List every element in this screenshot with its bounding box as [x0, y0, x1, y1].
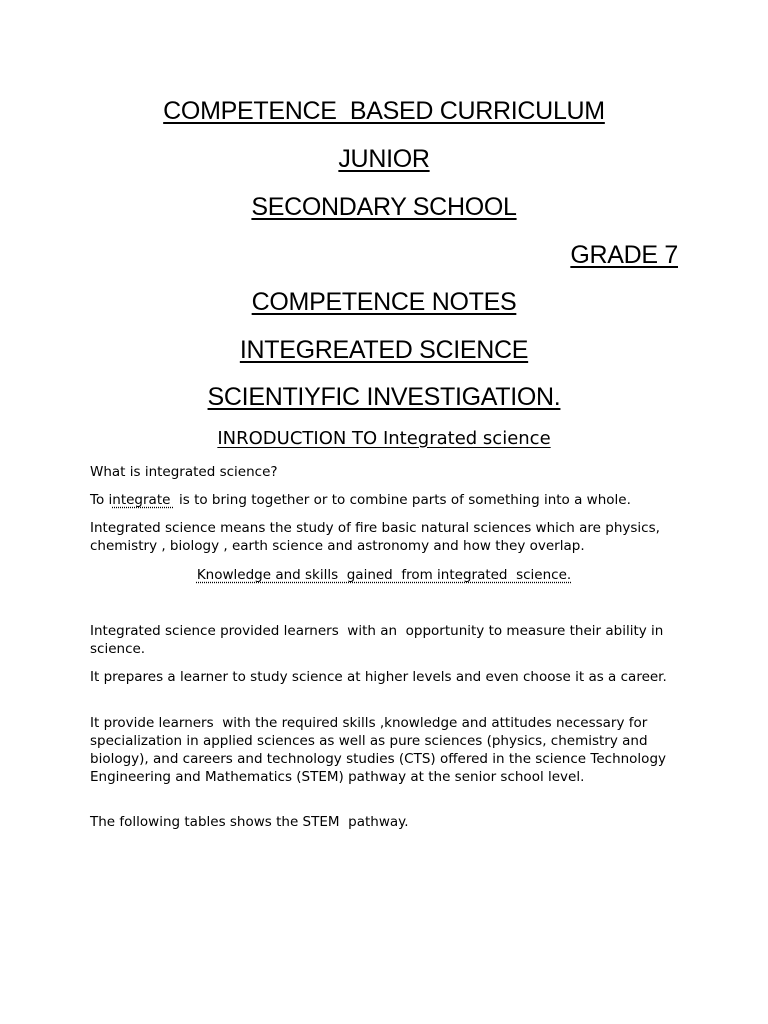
- question-paragraph: What is integrated science?: [90, 464, 278, 480]
- definition-paragraph: Integrated science means the study of fire basic natural sciences which are physics, chemistry , biology , earth science and astronomy and how they overlap.: [90, 520, 665, 554]
- heading-competence-notes: COMPETENCE NOTES: [251, 288, 517, 316]
- heading-integrated-science: INTEGREATED SCIENCE: [239, 336, 529, 364]
- point-paragraph-2: It prepares a learner to study science at higher levels and even choose it as a career.: [90, 669, 667, 685]
- heading-curriculum: COMPETENCE BASED CURRICULUM: [163, 97, 605, 125]
- heading-scientific-investigation: SCIENTIYFIC INVESTIGATION.: [207, 383, 561, 411]
- heading-junior: JUNIOR: [338, 145, 430, 173]
- integrate-paragraph: [90, 491, 682, 509]
- heading-secondary-school: SECONDARY SCHOOL: [251, 193, 517, 221]
- point-paragraph-3: It provide learners with the required skills ,knowledge and attitudes necessary for specialization in applied sciences as well as pure sciences (physics, chemistry and biology), and careers and technology studies (CTS) offered in the science Technology Engineering and Mathematics (STEM) pathway at the senior school level.: [90, 715, 671, 785]
- point-paragraph-1: Integrated science provided learners with an opportunity to measure their ability in science.: [90, 623, 668, 657]
- integrate-suffix: is to bring together or to combine parts of something into a whole.: [174, 492, 631, 508]
- integrate-prefix: To i: [90, 492, 113, 508]
- knowledge-title: [0, 566, 768, 584]
- heading-grade: GRADE 7: [570, 241, 678, 269]
- knowledge-title-text: Knowledge and skills gained from integrated science.: [196, 567, 572, 583]
- integrate-word: ntegrate: [112, 492, 175, 508]
- intro-title: INRODUCTION TO Integrated science: [217, 428, 551, 449]
- closing-paragraph: The following tables shows the STEM pathway.: [90, 814, 409, 830]
